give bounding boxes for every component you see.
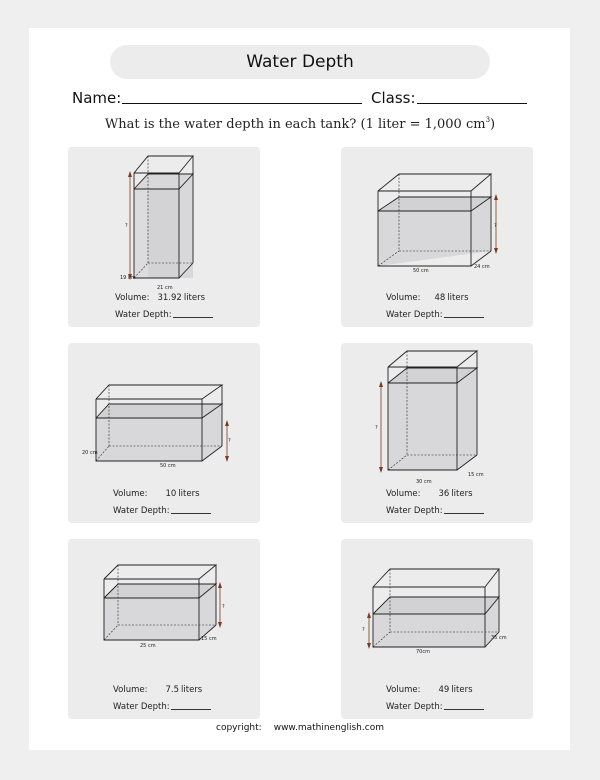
- name-blank-line: [122, 103, 362, 104]
- instruction-superscript: 3: [485, 116, 491, 124]
- depth-question-mark: ?: [228, 438, 231, 444]
- tank-width-label: 20 cm: [82, 450, 98, 456]
- tank-card-3: [68, 343, 260, 523]
- tank-length-label: 21 cm: [157, 285, 173, 291]
- tank-length-label: 50 cm: [413, 268, 429, 274]
- volume-value: 49: [438, 685, 450, 695]
- tank-length-label: 25 cm: [140, 643, 156, 649]
- water-depth-line: Water Depth:: [113, 505, 211, 516]
- volume-line: Volume: 31.92 liters: [115, 293, 206, 303]
- answer-blank: [444, 505, 484, 514]
- tank-length-label: 50 cm: [160, 463, 176, 469]
- depth-question-mark: ?: [362, 627, 365, 633]
- tank-length-label: 70cm: [416, 649, 430, 655]
- water-depth-line: Water Depth:: [386, 701, 484, 712]
- water-depth-line: Water Depth:: [386, 309, 484, 320]
- instruction-end: ): [490, 117, 496, 132]
- tank-card-2: [341, 147, 533, 327]
- tank-width-label: 24 cm: [474, 264, 490, 270]
- copyright-footer: [0, 723, 600, 733]
- copyright-label: copyright:: [216, 723, 262, 733]
- answer-blank: [171, 701, 211, 710]
- class-label: Class:: [371, 89, 416, 107]
- volume-line: Volume: 49 liters: [386, 685, 473, 695]
- volume-line: Volume: 48 liters: [386, 293, 469, 303]
- tank-width-label: 15 cm: [201, 636, 217, 642]
- instruction-text: What is the water depth in each tank? (1 liter = 1,000 cm: [104, 117, 486, 132]
- worksheet-title: Water Depth: [110, 45, 490, 79]
- volume-line: Volume: 36 liters: [386, 489, 473, 499]
- instructions: [0, 116, 600, 132]
- depth-question-mark: ?: [494, 223, 497, 229]
- copyright-url: www.mathinenglish.com: [273, 723, 384, 733]
- water-depth-line: Water Depth:: [115, 309, 213, 320]
- tank-width-label: 15 cm: [468, 472, 484, 478]
- depth-question-mark: ?: [125, 223, 128, 229]
- answer-blank: [171, 505, 211, 514]
- volume-value: 36: [438, 489, 450, 499]
- tank-card-6: [341, 539, 533, 719]
- class-blank-line: [417, 103, 527, 104]
- tank-width-label: 35 cm: [491, 635, 507, 641]
- tank-width-label: 19 cm: [120, 275, 136, 281]
- water-depth-line: Water Depth:: [113, 701, 211, 712]
- depth-question-mark: ?: [375, 425, 378, 431]
- tank-card-4: [341, 343, 533, 523]
- tank-length-label: 30 cm: [416, 479, 432, 485]
- tank-card-5: [68, 539, 260, 719]
- volume-value: 48: [434, 293, 446, 303]
- answer-blank: [444, 701, 484, 710]
- volume-line: Volume: 7.5 liters: [113, 685, 203, 695]
- volume-value: 31.92: [157, 293, 182, 303]
- water-depth-line: Water Depth:: [386, 505, 484, 516]
- depth-question-mark: ?: [222, 604, 225, 610]
- volume-value: 7.5: [165, 685, 180, 695]
- tank-card-1: [68, 147, 260, 327]
- answer-blank: [444, 309, 484, 318]
- volume-value: 10: [165, 489, 177, 499]
- name-label: Name:: [72, 89, 122, 107]
- volume-line: Volume: 10 liters: [113, 489, 200, 499]
- answer-blank: [173, 309, 213, 318]
